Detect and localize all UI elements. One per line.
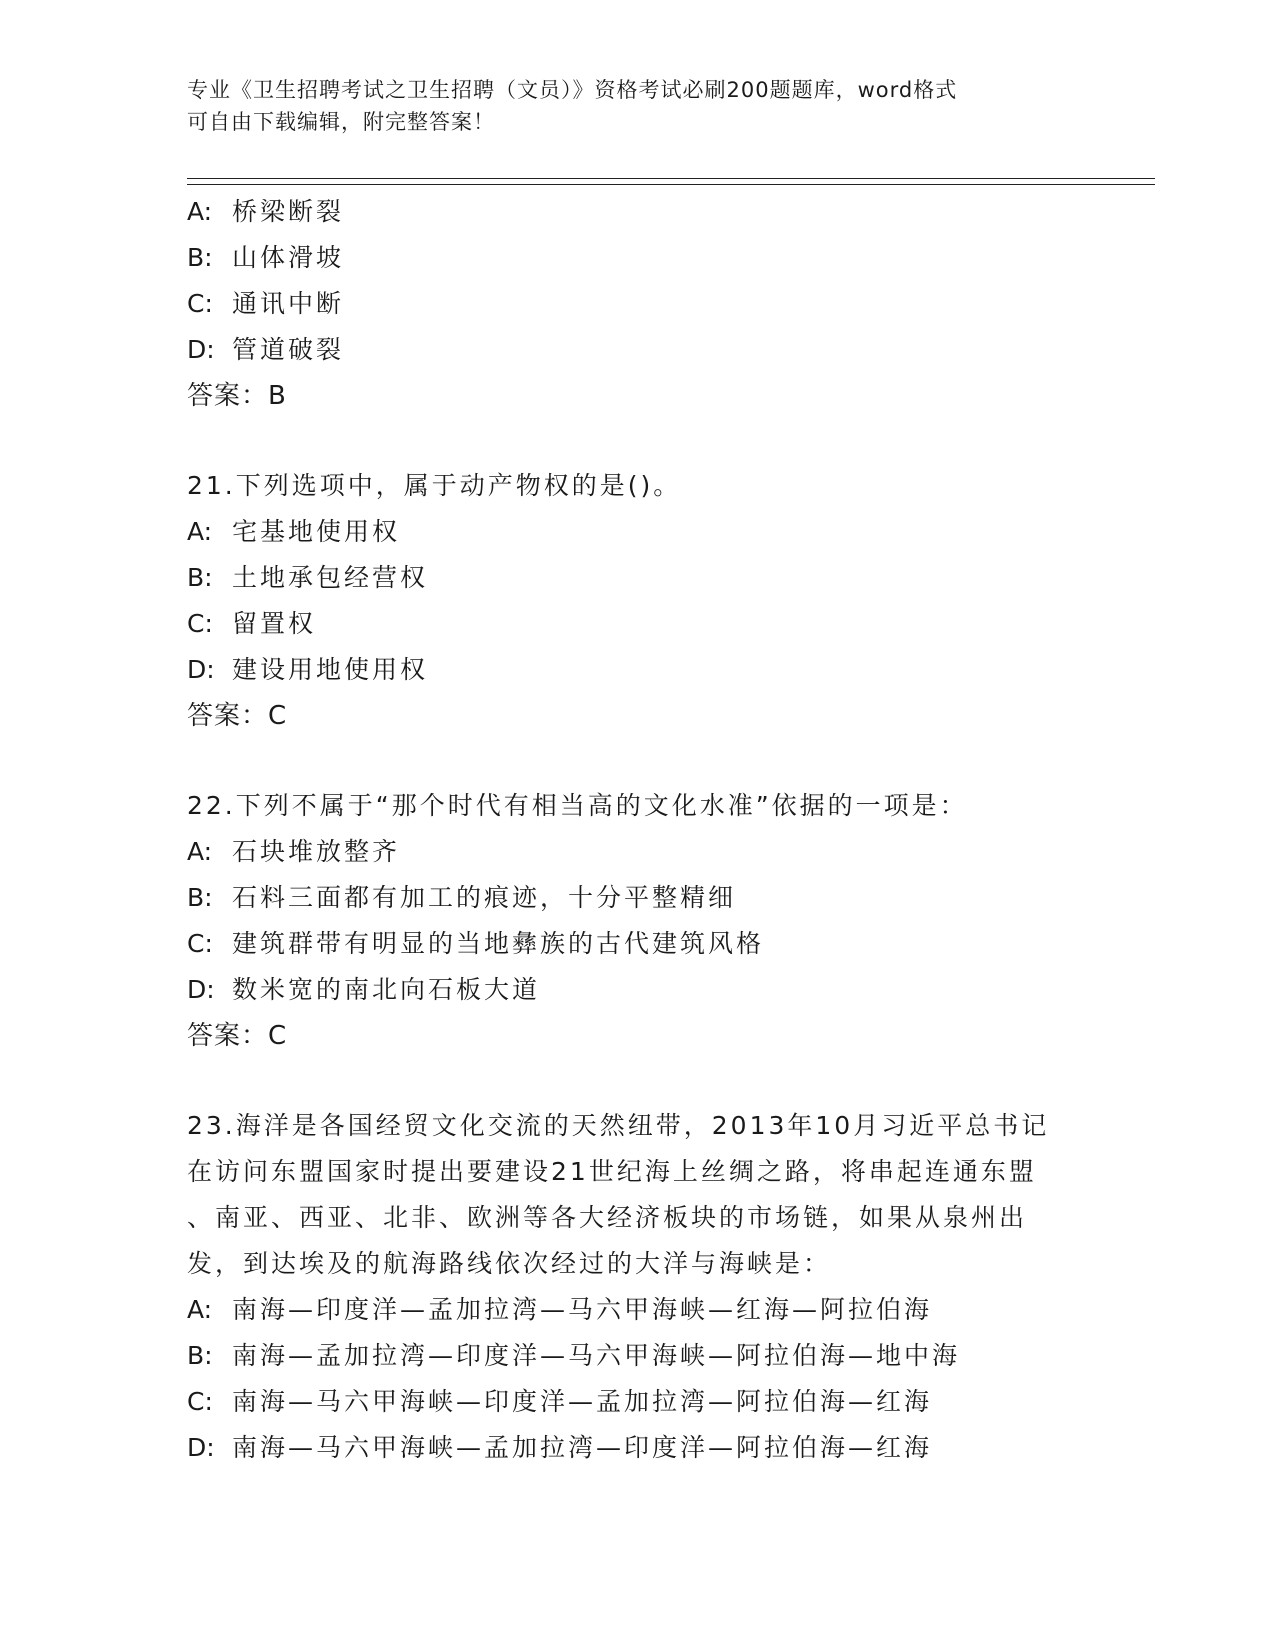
option-line bbox=[187, 189, 1087, 235]
option-line bbox=[187, 235, 1087, 281]
header-rule-bottom bbox=[187, 184, 1155, 185]
option-line bbox=[187, 1333, 1087, 1379]
answer-line: 答案：B bbox=[187, 381, 287, 411]
option-label: D: bbox=[187, 655, 215, 684]
option-label: A: bbox=[187, 1295, 213, 1324]
option-text: 建设用地使用权 bbox=[232, 655, 429, 684]
option-text: 土地承包经营权 bbox=[232, 563, 429, 592]
option-label: B: bbox=[187, 563, 213, 592]
option-text: 南海—印度洋—孟加拉湾—马六甲海峡—红海—阿拉伯海 bbox=[232, 1295, 933, 1324]
option-line bbox=[187, 509, 1087, 555]
question-stem-line: 在访问东盟国家时提出要建设21世纪海上丝绸之路，将串起连通东盟 bbox=[187, 1157, 1037, 1186]
option-line bbox=[187, 555, 1087, 601]
document-header bbox=[187, 74, 1067, 138]
question-23 bbox=[187, 1103, 1087, 1471]
option-label: A: bbox=[187, 517, 213, 546]
option-text: 南海—孟加拉湾—印度洋—马六甲海峡—阿拉伯海—地中海 bbox=[232, 1341, 961, 1370]
option-label: C: bbox=[187, 929, 213, 958]
option-line bbox=[187, 601, 1087, 647]
option-text: 石料三面都有加工的痕迹，十分平整精细 bbox=[232, 883, 737, 912]
option-line bbox=[187, 921, 1087, 967]
option-line bbox=[187, 327, 1087, 373]
prev-question-block bbox=[187, 189, 1087, 419]
option-text: 建筑群带有明显的当地彝族的古代建筑风格 bbox=[232, 929, 765, 958]
option-line bbox=[187, 1379, 1087, 1425]
option-line bbox=[187, 967, 1087, 1013]
option-label: A: bbox=[187, 837, 213, 866]
option-text: 南海—马六甲海峡—印度洋—孟加拉湾—阿拉伯海—红海 bbox=[232, 1387, 933, 1416]
document-body bbox=[187, 189, 1087, 1471]
question-stem: 22.下列不属于“那个时代有相当高的文化水准”依据的一项是： bbox=[187, 791, 968, 820]
header-line-2: 可自由下载编辑，附完整答案！ bbox=[187, 110, 495, 134]
option-text: 管道破裂 bbox=[232, 335, 345, 364]
option-label: C: bbox=[187, 289, 213, 318]
option-label: A: bbox=[187, 197, 213, 226]
header-line-1: 专业《卫生招聘考试之卫生招聘（文员）》资格考试必刷200题题库，word格式 bbox=[187, 78, 958, 102]
option-label: B: bbox=[187, 1341, 213, 1370]
option-text: 留置权 bbox=[232, 609, 317, 638]
option-text: 桥梁断裂 bbox=[232, 197, 345, 226]
option-label: B: bbox=[187, 243, 213, 272]
option-line bbox=[187, 647, 1087, 693]
option-label: D: bbox=[187, 1433, 215, 1462]
option-label: C: bbox=[187, 1387, 213, 1416]
option-label: C: bbox=[187, 609, 213, 638]
option-text: 通讯中断 bbox=[232, 289, 345, 318]
question-stem: 21.下列选项中，属于动产物权的是()。 bbox=[187, 471, 682, 500]
option-text: 数米宽的南北向石板大道 bbox=[232, 975, 541, 1004]
answer-line: 答案：C bbox=[187, 701, 288, 731]
question-stem-line: 发，到达埃及的航海路线依次经过的大洋与海峡是： bbox=[187, 1249, 832, 1278]
question-stem-line: 、南亚、西亚、北非、欧洲等各大经济板块的市场链，如果从泉州出 bbox=[187, 1203, 1028, 1232]
option-label: D: bbox=[187, 975, 215, 1004]
option-line bbox=[187, 1287, 1087, 1333]
spacer bbox=[187, 739, 1087, 783]
option-text: 石块堆放整齐 bbox=[232, 837, 401, 866]
spacer bbox=[187, 1059, 1087, 1103]
option-text: 南海—马六甲海峡—孟加拉湾—印度洋—阿拉伯海—红海 bbox=[232, 1433, 933, 1462]
question-21 bbox=[187, 463, 1087, 739]
option-line bbox=[187, 829, 1087, 875]
question-22 bbox=[187, 783, 1087, 1059]
spacer bbox=[187, 419, 1087, 463]
option-line bbox=[187, 1425, 1087, 1471]
option-label: D: bbox=[187, 335, 215, 364]
question-stem-line: 23.海洋是各国经贸文化交流的天然纽带，2013年10月习近平总书记 bbox=[187, 1111, 1050, 1140]
option-line bbox=[187, 281, 1087, 327]
header-rule-top bbox=[187, 178, 1155, 179]
option-line bbox=[187, 875, 1087, 921]
option-text: 山体滑坡 bbox=[232, 243, 345, 272]
answer-line: 答案：C bbox=[187, 1021, 288, 1051]
option-text: 宅基地使用权 bbox=[232, 517, 401, 546]
option-label: B: bbox=[187, 883, 213, 912]
